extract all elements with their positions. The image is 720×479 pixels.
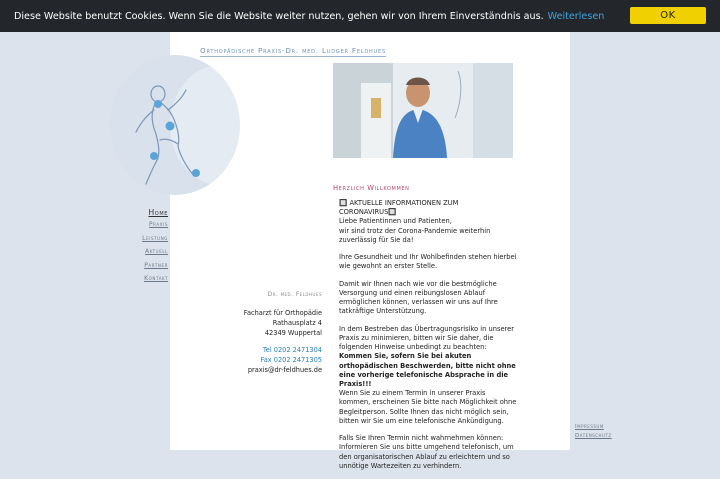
nav-item-aktuell[interactable]: Aktuell [145,248,168,255]
main-content [339,199,517,479]
doctor-title: Facharzt für Orthopädie [243,309,322,317]
anatomy-figure-logo [120,80,220,190]
main-nav [142,208,168,289]
datenschutz-link[interactable]: Datenschutz [575,432,612,439]
site-title: Orthopädische Praxis-Dr. med. Ludger Feldhues [200,46,386,55]
paragraph-risk: In dem Bestreben das Übertragungsrisiko in unserer Praxis zu minimieren, bitten wir Sie daher, die folgenden Hinweise unbedingt zu beachten: [339,324,515,352]
doctor-name: Dr. med. Feldhues [267,292,322,298]
hero-photo [333,63,513,158]
intro-text: wir sind trotz der Corona-Pandemie weiterhin zuverlässig für Sie da! [339,226,491,244]
email-link[interactable]: praxis@dr-feldhues.de [247,366,322,374]
nav-item-partner[interactable]: Partner [144,261,168,269]
paragraph-cancel: Falls Sie Ihren Termin nicht wahrnehmen können: Informieren Sie uns bitte umgehend telefonisch, um den organisatorischen Ablauf zu erleichtern und so unnötige Wartezeiten zu verhindern. [339,434,514,470]
paragraph-health: Ihre Gesundheit und Ihr Wohlbefinden stehen hierbei wie gewohnt an erster Stelle. [339,253,517,271]
paragraph-support: Damit wir Ihnen nach wie vor die bestmögliche Versorgung und einen reibungslosen Ablauf ermöglichen können, verlassen wir uns auf Ihre tatkräftige Unterstützung. [339,279,498,316]
nav-item-home[interactable]: Home [148,208,168,217]
nav-item-praxis[interactable]: Praxis [148,221,168,228]
paragraph-companion: Wenn Sie zu einem Termin in unserer Praxis kommen, erscheinen Sie bitte nach Möglichkeit ohne Begleitperson. Sollte Ihnen das nicht möglich sein, bitten wir Sie um eine telefonische Ankündigung. [339,389,517,425]
important-notice: Kommen Sie, sofern Sie bei akuten orthopädischen Beschwerden, bitte nicht ohne eine vorherige telefonische Absprache in die Praxis!!! [339,352,516,389]
greeting: Liebe Patientinnen und Patienten, [339,217,452,226]
cookie-more-link[interactable]: Weiterlesen [547,10,605,22]
corona-heading: 🔲 AKTUELLE INFORMATIONEN ZUM CORONAVIRUS🔲 [339,199,459,217]
address-city: 42349 Wuppertal [264,329,322,337]
phone-number[interactable]: Tel 0202 2471304 [262,346,322,354]
nav-item-leistung[interactable]: Leistung [142,234,168,242]
doctor-photo [333,63,513,158]
cookie-message: Diese Website benutzt Cookies. Wenn Sie die Website weiter nutzen, gehen wir von Ihrem Einverständnis aus. [14,10,544,22]
impressum-link[interactable]: Impressum [575,424,604,430]
address-street: Rathausplatz 4 [272,319,322,327]
nav-item-kontakt[interactable]: Kontakt [144,275,168,282]
cookie-ok-button[interactable]: OK [630,7,706,24]
footer-links [575,423,612,440]
cookie-bar [0,0,720,32]
address-block [244,290,322,375]
welcome-heading: Herzlich Willkommen [333,184,410,192]
fax-number: Fax 0202 2471305 [260,356,322,364]
